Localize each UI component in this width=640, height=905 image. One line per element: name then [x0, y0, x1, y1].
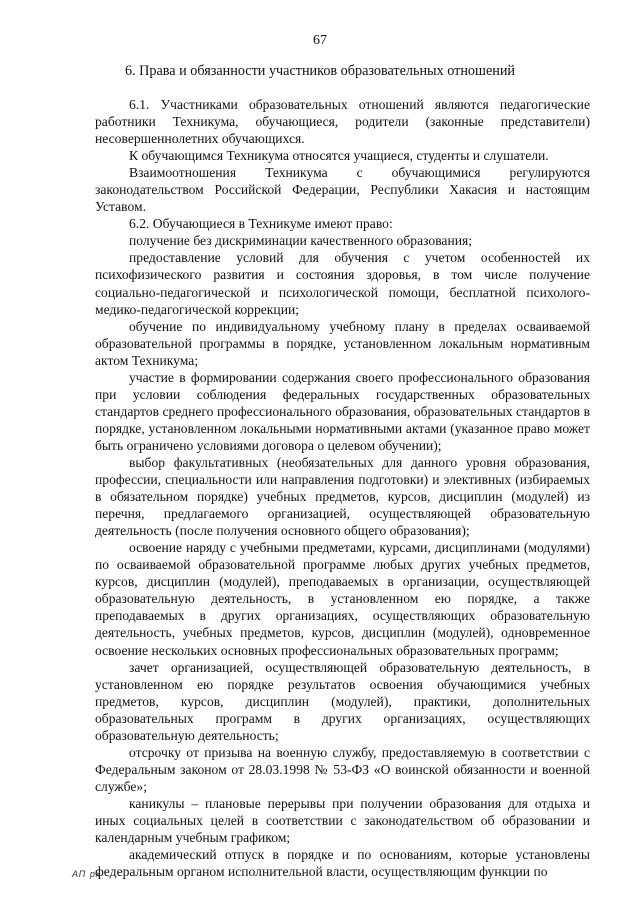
body-text [95, 96, 590, 880]
footer-mark: АП рх [72, 869, 102, 879]
paragraph-right-individual-plan: обучение по индивидуальному учебному плану в пределах осваиваемой образовательной программы в порядке, установленном локальным нормативным актом Техникума; [95, 318, 590, 368]
paragraph-students-types: К обучающимся Техникума относятся учащиеся, студенты и слушатели. [129, 148, 549, 164]
paragraph-right-content: участие в формировании содержания своего профессионального образования при условии соблюдения федеральных государственных образовательных стандартов среднего профессионального образования, образовательных стандартов в порядке, установленном локальными нормативными актами (указанное право может быть ограничено условиями договора о целевом обучении); [95, 369, 590, 453]
paragraph-right-deferment: отсрочку от призыва на военную службу, предоставляемую в соответствии с Федеральным законом от 28.03.1998 № 53-ФЗ «О воинской обязанности и военной службе»; [95, 744, 590, 794]
paragraph-right-additional-subjects: освоение наряду с учебными предметами, курсами, дисциплинами (модулями) по осваиваемой образовательной программе любых других учебных предметов, курсов, дисциплин (модулей), преподаваемых в организации, осуществляющей образовательную деятельность, в установленном ею порядке, а также преподаваемых в других организациях, осуществляющих образовательную деятельность, учебных предметов, курсов, дисциплин (модулей), одновременное освоение нескольких основных профессиональных образовательных программ; [95, 540, 590, 658]
paragraph-participants: 6.1. Участниками образовательных отношений являются педагогические работники Техникума, обучающиеся, родители (законные представители) несовершеннолетних обучающихся. [95, 97, 590, 147]
paragraph-right-electives: выбор факультативных (необязательных для данного уровня образования, профессии, специальности или направления подготовки) и элективных (избираемых в обязательном порядке) учебных предметов, курсов, дисциплин (модулей) из перечня, предлагаемого организацией, осуществляющей образовательную деятельность (после получения основного общего образования); [95, 454, 590, 539]
paragraph-right-academic-leave: академический отпуск в порядке и по основаниям, которые установлены федеральным органом исполнительной власти, осуществляющим функции по [95, 847, 590, 880]
paragraph-rights-intro: 6.2. Обучающиеся в Техникуме имеют право: [129, 216, 393, 232]
paragraph-right-credit: зачет организацией, осуществляющей образовательную деятельность, в установленном ею порядке результатов освоения обучающимися учебных предметов, курсов, дисциплин (модулей), практики, дополнительных образовательных программ в других организациях, осуществляющих образовательную деятельность; [95, 659, 590, 743]
paragraph-relations: Взаимоотношения Техникума с обучающимися регулируются законодательством Российской Федерации, Республики Хакасия и настоящим Уставом. [95, 165, 590, 215]
paragraph-right-holidays: каникулы – плановые перерывы при получении образования для отдыха и иных социальных целей в соответствии с законодательством об образовании и календарным учебным графиком; [95, 795, 590, 846]
page-number: 67 [313, 33, 327, 48]
paragraph-right-conditions: предоставление условий для обучения с учетом особенностей их психофизического развития и состояния здоровья, в том числе получение социально-педагогической и психологической помощи, бесплатной психолого-медико-педагогической коррекции; [95, 250, 590, 317]
paragraph-right-education: получение без дискриминации качественного образования; [129, 233, 473, 249]
section-heading: 6. Права и обязанности участников образовательных отношений [124, 63, 516, 79]
